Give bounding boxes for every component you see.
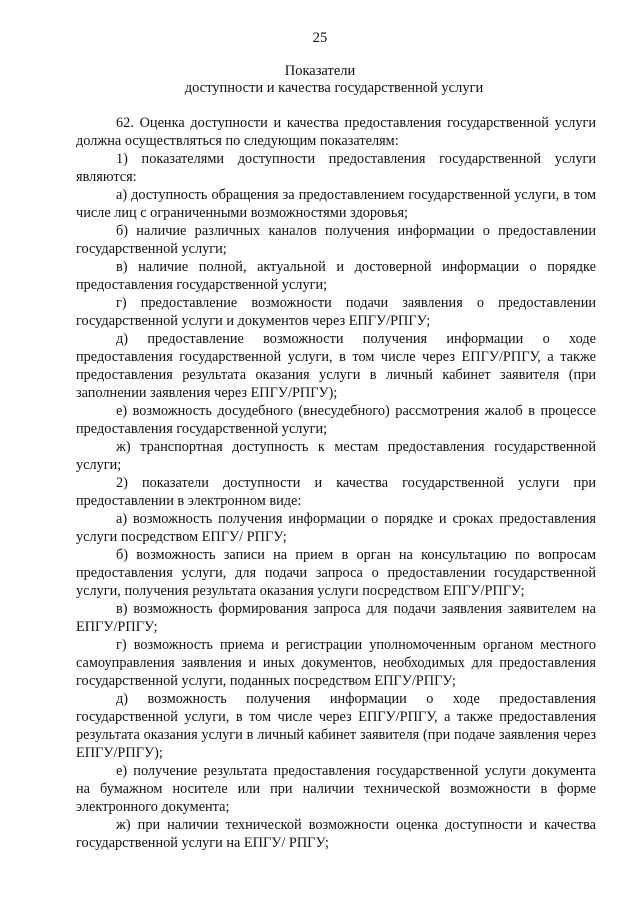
paragraph: а) возможность получения информации о порядке и сроках предоставления услуги посредством ЕПГУ/ РПГУ; — [76, 511, 596, 545]
paragraph: ж) при наличии технической возможности оценка доступности и качества государственной услуги на ЕПГУ/ РПГУ; — [76, 817, 596, 851]
paragraph: а) доступность обращения за предоставлением государственной услуги, в том числе лиц с ограниченными возможностями здоровья; — [76, 187, 596, 221]
paragraph: е) получение результата предоставления государственной услуги документа на бумажном носителе или при наличии технической возможности в форме электронного документа; — [76, 763, 596, 815]
heading-line-2: доступности и качества государственной услуги — [184, 80, 484, 96]
paragraph: б) наличие различных каналов получения информации о предоставлении государственной услуги; — [76, 223, 596, 257]
page-number: 25 — [312, 30, 328, 46]
document-body — [76, 114, 596, 852]
paragraph: ж) транспортная доступность к местам предоставления государственной услуги; — [76, 439, 596, 473]
paragraph: г) возможность приема и регистрации уполномоченным органом местного самоуправления заявления и иных документов, необходимых для предоставления государственной услуги, поданных посредством ЕПГУ/РПГУ; — [76, 637, 596, 689]
paragraph: д) предоставление возможности получения информации о ходе предоставления государственной услуги, в том числе через ЕПГУ/РПГУ, а также предоставления результата оказания услуги в личный кабинет заявителя (при заполнении заявления через ЕПГУ/РПГУ); — [76, 331, 596, 401]
paragraph: 1) показателями доступности предоставления государственной услуги являются: — [76, 151, 596, 185]
paragraph: в) наличие полной, актуальной и достоверной информации о порядке предоставления государственной услуги; — [76, 259, 596, 293]
paragraph: б) возможность записи на прием в орган на консультацию по вопросам предоставления услуги, для подачи запроса о предоставлении государственной услуги, получения результата оказания услуги посредством ЕПГУ/РПГУ; — [76, 547, 596, 599]
paragraph: е) возможность досудебного (внесудебного) рассмотрения жалоб в процессе предоставления государственной услуги; — [76, 403, 596, 437]
paragraph: д) возможность получения информации о ходе предоставления государственной услуги, в том числе через ЕПГУ/РПГУ, а также предоставления результата оказания услуги в личный кабинет заявителя (при подаче заявления через ЕПГУ/РПГУ); — [76, 691, 596, 761]
paragraph: в) возможность формирования запроса для подачи заявления заявителем на ЕПГУ/РПГУ; — [76, 601, 596, 635]
paragraph: 62. Оценка доступности и качества предоставления государственной услуги должна осуществляться по следующим показателям: — [76, 115, 596, 149]
paragraph: г) предоставление возможности подачи заявления о предоставлении государственной услуги и документов через ЕПГУ/РПГУ; — [76, 295, 596, 329]
paragraph: 2) показатели доступности и качества государственной услуги при предоставлении в электронном виде: — [76, 475, 596, 509]
heading-line-1: Показатели — [284, 63, 356, 79]
section-heading — [0, 63, 640, 97]
